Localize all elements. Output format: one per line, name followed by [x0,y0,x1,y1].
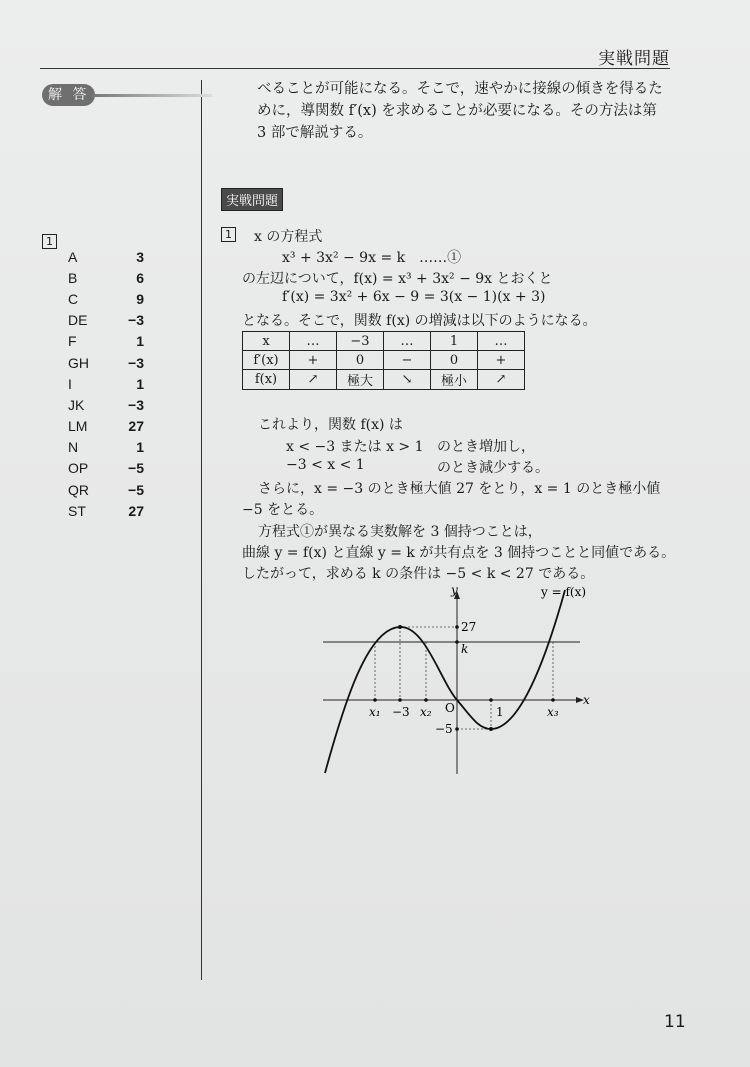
running-header: 実戦問題 [598,49,670,69]
answer-value: 1 [136,333,144,350]
point-x1 [373,698,377,702]
answer-row [68,331,144,352]
answer-row [68,479,144,500]
answer-value: 3 [136,248,144,265]
answer-value: 1 [136,375,144,392]
intro-line: めに，導関数 f′(x) を求めることが必要になる。その方法は第 [257,103,657,119]
explanation-text: これより，関数 f(x) は [258,417,403,433]
point-x2 [424,698,428,702]
answer-label: OP [68,460,89,477]
answer-label: GH [68,354,89,371]
answer-row [68,267,144,288]
answer-problem-number [42,230,57,249]
explanation-text: −5 をとる。 [242,502,324,518]
answer-label: A [68,248,78,265]
answer-row [68,373,144,394]
cubic-graph [315,580,595,780]
answer-value: 1 [136,439,144,456]
practice-label: 実戦問題 [221,188,283,211]
label-x1: x₁ [369,705,381,719]
label-minus5: −5 [435,722,453,736]
explanation-text: 曲線 y = f(x) と直線 y = k が共有点を 3 個持つことと同値である。 [242,545,676,561]
label-x3: x₃ [547,705,559,719]
equation-1: x³ + 3x² − 9x = k ……① [282,250,462,266]
table-cell: … [384,332,431,351]
answer-value: −5 [128,460,144,477]
answer-value: 6 [136,269,144,286]
answer-value: 27 [128,502,144,519]
answer-label: C [68,290,79,307]
answer-row [68,246,144,267]
point-min [489,727,493,731]
answer-value: −3 [128,354,144,371]
label-x2: x₂ [420,705,432,719]
point-one [489,698,493,702]
answer-badge: 解 答 [42,84,95,106]
point-minus5 [455,727,459,731]
label-k: k [461,642,469,656]
table-cell: f(x) [243,370,290,390]
page-number: 11 [664,1012,686,1032]
table-cell: + [478,351,525,370]
table-cell: 0 [431,351,478,370]
answer-row [68,437,144,458]
cubic-curve [325,590,565,773]
explanation-text: のとき増加し， [437,439,535,455]
answer-value: 9 [136,290,144,307]
table-row [243,370,525,390]
answer-row [68,500,144,521]
answer-value: 27 [128,418,144,435]
answer-label: I [68,375,72,392]
table-cell: − [384,351,431,370]
table-cell: … [478,332,525,351]
answer-value: −3 [128,312,144,329]
point-x3 [551,698,555,702]
curve-label: y = f(x) [541,585,587,599]
intro-line: 3 部で解説する。 [257,125,373,141]
table-cell: x [243,332,290,351]
label-origin: O [445,701,455,715]
table-row [243,332,525,351]
condition-decrease: −3 < x < 1 [286,457,365,473]
condition-increase: x < −3 または x > 1 [286,439,424,455]
increase-decrease-table [242,331,525,390]
explanation-text: のとき減少する。 [437,460,549,476]
answer-row [68,288,144,309]
answer-label: ST [68,502,86,519]
table-cell: 1 [431,332,478,351]
boxed-number: 1 [42,234,57,249]
label-minus3: −3 [392,705,410,719]
point-k [455,640,459,644]
boxed-number: 1 [221,227,236,242]
answer-label: LM [68,418,88,435]
answer-row [68,310,144,331]
header-rule [40,68,670,69]
explanation-text: 方程式①が異なる実数解を 3 個持つことは， [258,524,542,540]
intro-paragraph [257,78,677,144]
table-cell: 極大 [337,370,384,390]
answer-heading-bar [92,94,212,97]
table-cell: ↗ [290,370,337,390]
derivative-equation: f′(x) = 3x² + 6x − 9 = 3(x − 1)(x + 3) [282,289,546,305]
answer-row [68,416,144,437]
point-27 [455,625,459,629]
table-cell: 0 [337,351,384,370]
point-max [398,625,402,629]
answer-row [68,352,144,373]
explanation-text: さらに，x = −3 のとき極大値 27 をとり，x = 1 のとき極小値 [258,481,661,497]
table-cell: 極小 [431,370,478,390]
answer-heading [42,84,182,106]
table-cell: ↗ [478,370,525,390]
label-one: 1 [496,705,504,719]
problem-text: となる。そこで，関数 f(x) の増減は以下のようになる。 [242,313,597,329]
problem-text: の左辺について，f(x) = x³ + 3x² − 9x とおくと [242,271,553,287]
column-divider [201,80,202,980]
answer-label: JK [68,396,85,413]
table-cell: ↘ [384,370,431,390]
answer-row [68,458,144,479]
table-cell: −3 [337,332,384,351]
label-27: 27 [461,620,477,634]
point-minus3 [398,698,402,702]
table-cell: + [290,351,337,370]
x-axis-label: x [583,693,590,707]
answer-list [68,246,144,521]
answer-label: DE [68,312,88,329]
answer-label: QR [68,481,89,498]
practice-number [221,226,236,242]
intro-line: べることが可能になる。そこで，速やかに接線の傾きを得るた [257,81,663,97]
answer-label: F [68,333,77,350]
answer-label: B [68,269,78,286]
table-cell: … [290,332,337,351]
answer-label: N [68,439,79,456]
table-row [243,351,525,370]
problem-text: x の方程式 [254,229,323,245]
explanation-text: したがって，求める k の条件は −5 < k < 27 である。 [242,566,595,582]
answer-row [68,394,144,415]
answer-value: −5 [128,481,144,498]
y-axis-label: y [451,583,458,597]
table-cell: f′(x) [243,351,290,370]
answer-value: −3 [128,396,144,413]
